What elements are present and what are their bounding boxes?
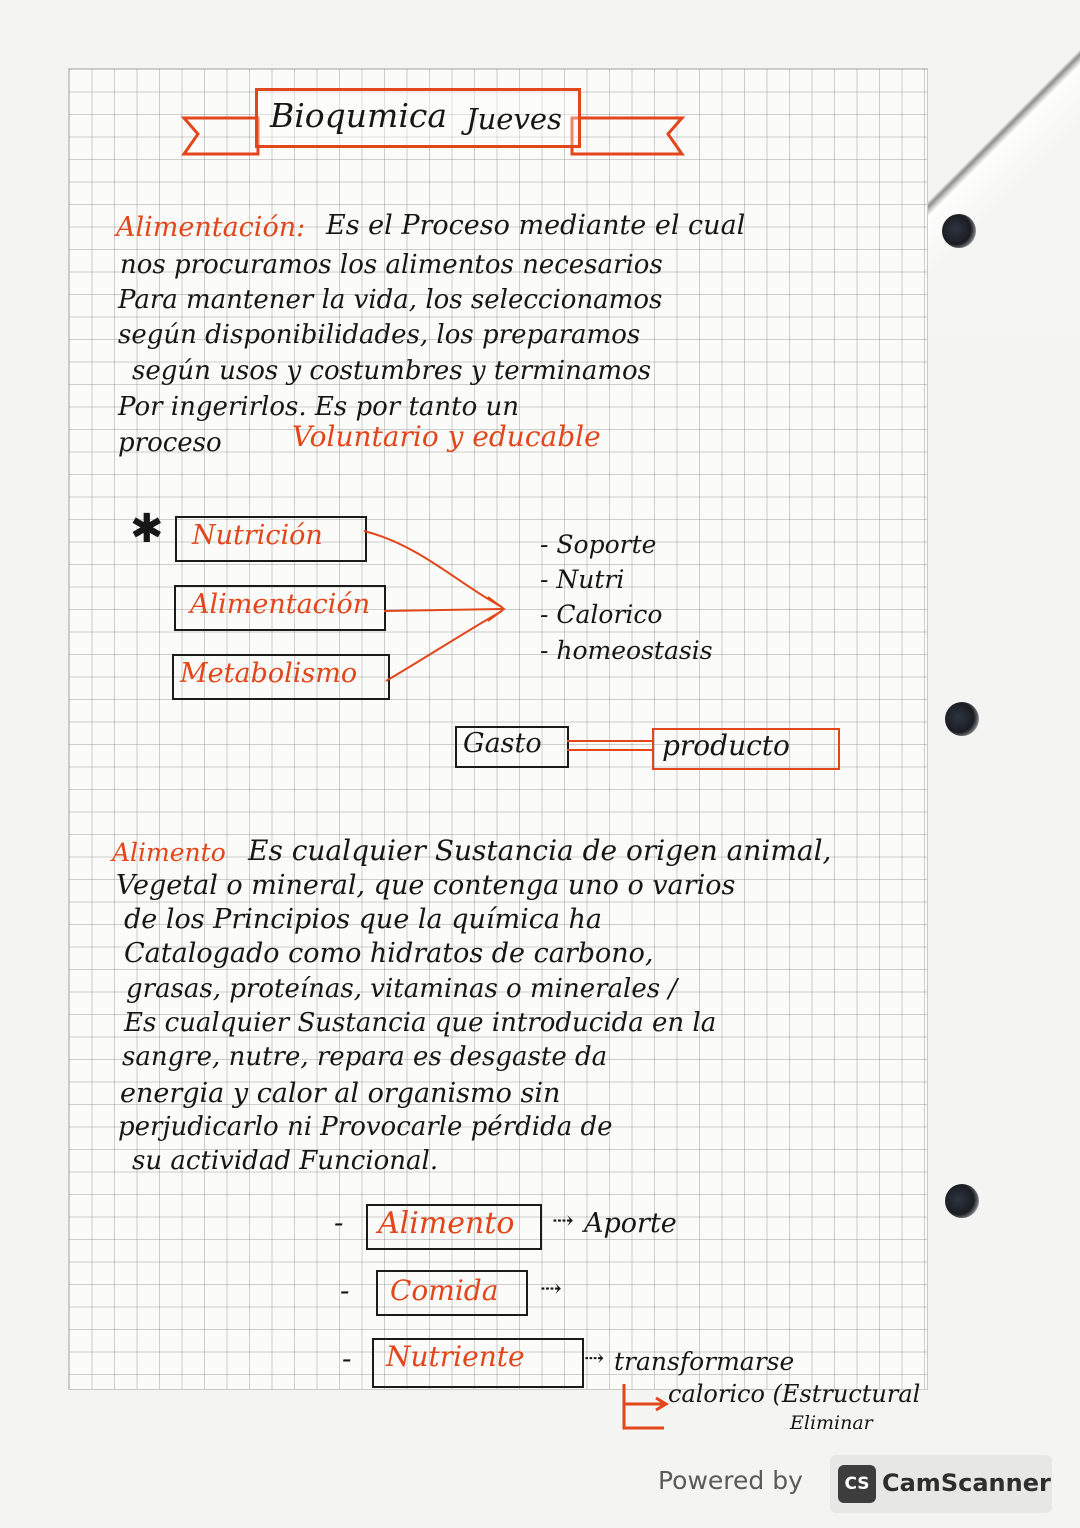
- sub-note: calorico (Estructural: [668, 1380, 921, 1408]
- arrow-right-icon: ⇢: [540, 1274, 562, 1304]
- branch-arrows-icon: [620, 1382, 670, 1434]
- definition-label: Alimento: [112, 838, 226, 867]
- item-dash: -: [342, 1342, 352, 1375]
- powered-by-text: Powered by: [658, 1466, 803, 1495]
- item-dash: -: [334, 1206, 344, 1239]
- concept-list-item: - homeostasis: [540, 636, 713, 665]
- title-subject: Bioqumica: [270, 96, 448, 135]
- concept-list-item: - Calorico: [540, 600, 663, 629]
- title-day: Jueves: [466, 102, 562, 136]
- binder-hole: [945, 702, 979, 736]
- arrow-right-icon: ⇢: [584, 1344, 605, 1372]
- paragraph-line: según usos y costumbres y terminamos: [132, 356, 651, 386]
- binder-hole: [942, 214, 976, 248]
- paragraph-line: su actividad Funcional.: [132, 1146, 439, 1176]
- paragraph-line: perjudicarlo ni Provocarle pérdida de: [118, 1112, 613, 1142]
- double-arrow-icon: [565, 734, 657, 758]
- ribbon-right-icon: [570, 112, 690, 162]
- paragraph-line: energia y calor al organismo sin: [120, 1078, 561, 1109]
- arrow-right-icon: ⇢: [552, 1206, 574, 1236]
- emphasis-text: Voluntario y educable: [292, 420, 601, 453]
- star-icon: ✱: [130, 506, 164, 552]
- item-dash: -: [340, 1274, 350, 1307]
- concept-list-item: - Soporte: [540, 530, 657, 559]
- paragraph-line: proceso: [118, 428, 222, 458]
- connector-arrows-icon: [360, 525, 560, 695]
- paragraph-line: Es cualquier Sustancia que introducida en la: [124, 1008, 717, 1038]
- paragraph-line: Es cualquier Sustancia de origen animal,: [248, 834, 832, 867]
- paragraph-line: Catalogado como hidratos de carbono,: [124, 938, 654, 969]
- ribbon-left-icon: [180, 112, 260, 162]
- concept-label: Alimentación: [190, 589, 371, 620]
- paragraph-line: grasas, proteínas, vitaminas o minerales /: [126, 974, 678, 1004]
- paragraph-line: Es el Proceso mediante el cual: [326, 210, 746, 241]
- camscanner-brand: CamScanner: [882, 1469, 1051, 1497]
- paragraph-line: Para mantener la vida, los seleccionamos: [118, 285, 663, 315]
- concept-list-item: - Nutri: [540, 565, 625, 594]
- item-note: transformarse: [614, 1347, 795, 1376]
- paragraph-line: Por ingerirlos. Es por tanto un: [118, 392, 520, 422]
- binder-hole: [945, 1184, 979, 1218]
- item-note: Aporte: [584, 1208, 677, 1239]
- concept-label: Nutrición: [192, 520, 323, 551]
- paragraph-line: sangre, nutre, repara es desgaste da: [122, 1042, 608, 1072]
- camscanner-cs-icon: CS: [838, 1465, 876, 1503]
- item-label: Alimento: [378, 1206, 515, 1241]
- paragraph-line: nos procuramos los alimentos necesarios: [120, 250, 663, 280]
- balance-left-label: Gasto: [463, 728, 542, 759]
- item-label: Nutriente: [386, 1340, 525, 1373]
- balance-right-label: producto: [662, 729, 790, 762]
- sub-note: Eliminar: [790, 1412, 873, 1434]
- paragraph-line: de los Principios que la química ha: [124, 904, 603, 935]
- item-label: Comida: [390, 1274, 499, 1307]
- paragraph-line: Vegetal o mineral, que contenga uno o varios: [116, 870, 736, 901]
- concept-label: Metabolismo: [180, 658, 358, 689]
- definition-label: Alimentación:: [116, 212, 306, 243]
- paragraph-line: según disponibilidades, los preparamos: [118, 320, 641, 350]
- camscanner-logo: [830, 1455, 1052, 1513]
